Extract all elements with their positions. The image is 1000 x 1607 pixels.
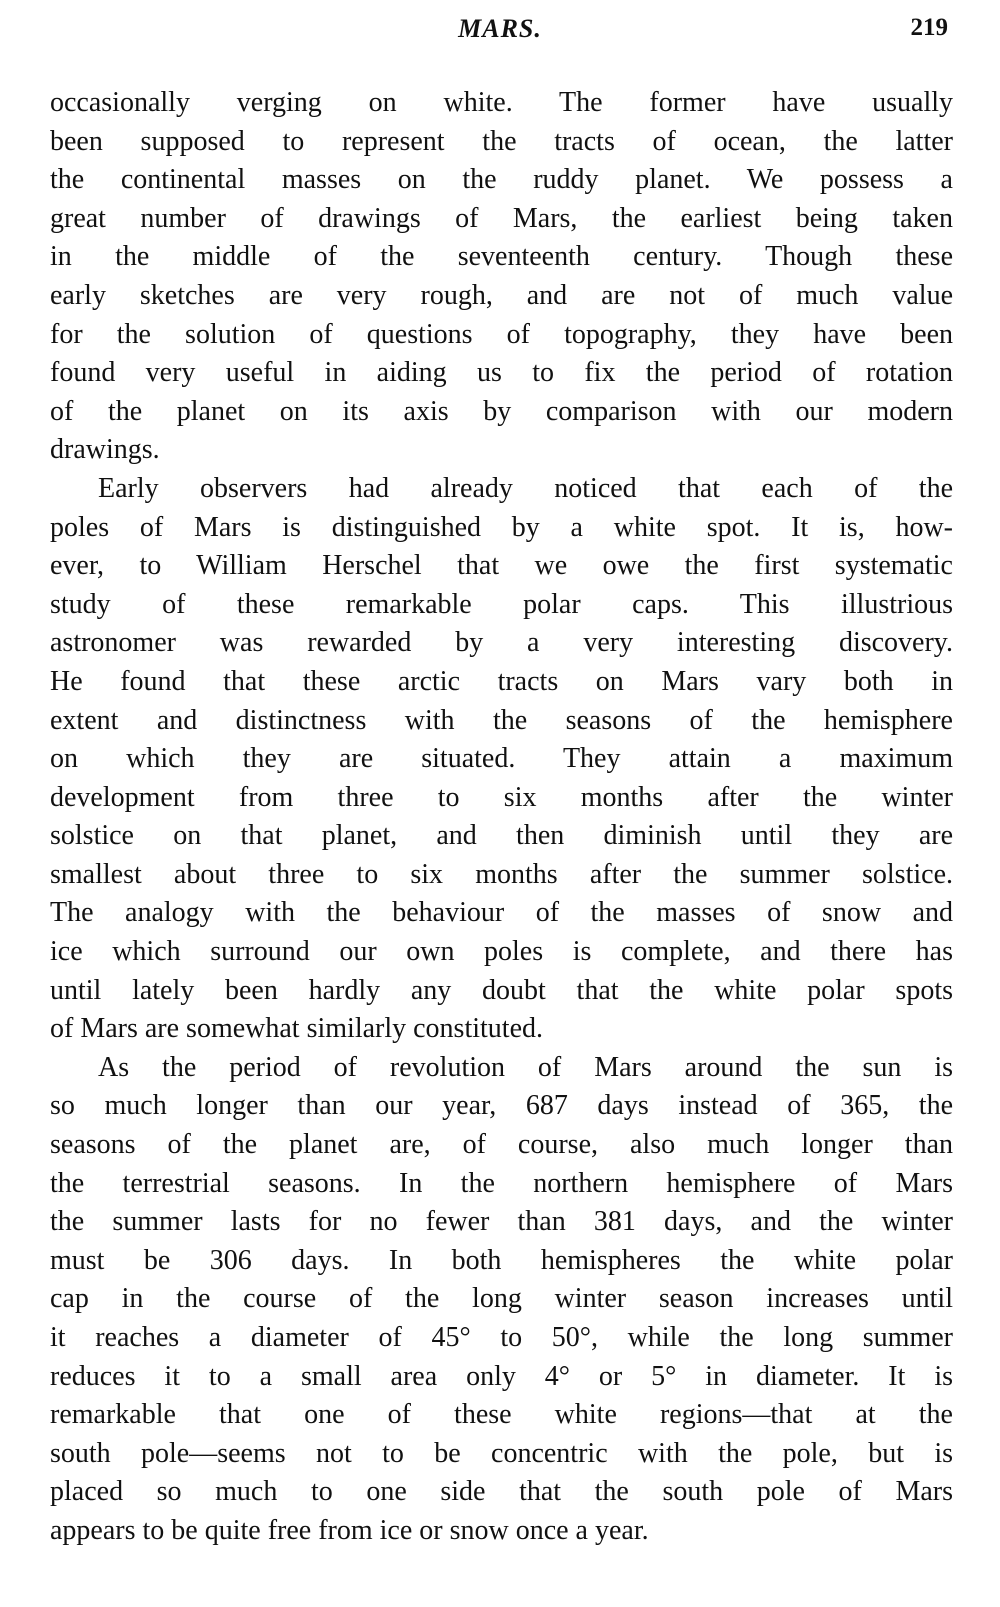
text-line: ice which surround our own poles is complete, and there has: [50, 936, 953, 968]
text-line: great number of drawings of Mars, the earliest being taken: [50, 202, 953, 234]
text-line: of the planet on its axis by comparison with our modern: [50, 395, 953, 427]
text-line: the continental masses on the ruddy planet. We possess a: [50, 164, 953, 196]
text-line: seasons of the planet are, of course, also much longer than: [50, 1129, 953, 1161]
text-line: The analogy with the behaviour of the masses of snow and: [50, 897, 953, 929]
text-line: for the solution of questions of topography, they have been: [50, 318, 953, 350]
text-line: early sketches are very rough, and are not of much value: [50, 279, 953, 311]
text-line: south pole—seems not to be concentric with the pole, but is: [50, 1437, 953, 1469]
running-title: MARS.: [458, 14, 542, 43]
paragraph-first-line: As the period of revolution of Mars around the sun is: [98, 1051, 953, 1083]
running-head: [50, 14, 950, 58]
text-line: found very useful in aiding us to fix the period of rotation: [50, 357, 953, 389]
text-line: the terrestrial seasons. In the northern hemisphere of Mars: [50, 1167, 953, 1199]
text-line: reduces it to a small area only 4° or 5° in diameter. It is: [50, 1360, 953, 1392]
text-line: astronomer was rewarded by a very interesting discovery.: [50, 627, 953, 659]
text-line: placed so much to one side that the south pole of Mars: [50, 1476, 953, 1508]
text-line: cap in the course of the long winter season increases until: [50, 1283, 953, 1315]
text-line: appears to be quite free from ice or snow once a year.: [50, 1514, 649, 1546]
body-text: [50, 84, 953, 1551]
text-line: of Mars are somewhat similarly constituted.: [50, 1013, 543, 1045]
text-line: remarkable that one of these white regions—that at the: [50, 1399, 953, 1431]
text-line: study of these remarkable polar caps. This illustrious: [50, 588, 953, 620]
text-line: ever, to William Herschel that we owe the first systematic: [50, 550, 953, 582]
text-line: occasionally verging on white. The former have usually: [50, 87, 953, 118]
text-line: extent and distinctness with the seasons of the hemisphere: [50, 704, 953, 736]
text-line: solstice on that planet, and then diminish until they are: [50, 820, 953, 852]
text-line: poles of Mars is distinguished by a white spot. It is, how-: [50, 511, 953, 543]
text-line: must be 306 days. In both hemispheres the white polar: [50, 1244, 953, 1276]
text-line: in the middle of the seventeenth century. Though these: [50, 241, 953, 273]
text-line: the summer lasts for no fewer than 381 days, and the winter: [50, 1206, 953, 1238]
text-line: until lately been hardly any doubt that the white polar spots: [50, 974, 953, 1006]
text-line: smallest about three to six months after the summer solstice.: [50, 858, 953, 890]
text-line: drawings.: [50, 434, 160, 466]
paragraph-first-line: Early observers had already noticed that each of the: [98, 472, 953, 504]
text-line: development from three to six months after the winter: [50, 781, 953, 813]
text-line: so much longer than our year, 687 days instead of 365, the: [50, 1090, 953, 1122]
text-line: He found that these arctic tracts on Mars vary both in: [50, 665, 953, 697]
page-number: 219: [910, 14, 948, 41]
text-line: on which they are situated. They attain a maximum: [50, 743, 953, 775]
text-line: it reaches a diameter of 45° to 50°, while the long summer: [50, 1322, 953, 1353]
text-line: been supposed to represent the tracts of ocean, the latter: [50, 125, 953, 157]
